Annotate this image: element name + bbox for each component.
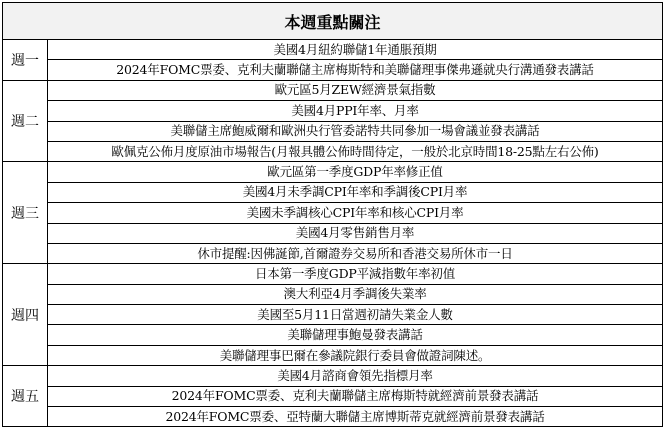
event-item: 美國4月紐約聯儲1年通脹預期 (48, 40, 663, 60)
table-title: 本週重點關注 (3, 3, 663, 40)
event-item: 2024年FOMC票委、克利夫蘭聯儲主席梅斯特和美聯儲理事傑弗遜就央行溝通發表講話 (48, 60, 663, 80)
table-row (3, 40, 663, 60)
table-row (3, 203, 663, 223)
table-row (3, 60, 663, 80)
event-item: 美國至5月11日當週初請失業金人數 (48, 305, 663, 325)
table-row (3, 162, 663, 182)
day-label-tuesday: 週二 (3, 80, 48, 162)
table-row (3, 305, 663, 325)
table-row (3, 325, 663, 345)
event-item: 美國4月諮商會領先指標月率 (48, 366, 663, 386)
table-row (3, 243, 663, 263)
table-row (3, 101, 663, 121)
event-item: 美國4月未季調CPI年率和季調後CPI月率 (48, 182, 663, 202)
day-label-wednesday: 週三 (3, 162, 48, 264)
day-label-friday: 週五 (3, 366, 48, 427)
table-row (3, 284, 663, 304)
table-row (3, 366, 663, 386)
schedule-container (2, 2, 663, 427)
event-item: 2024年FOMC票委、克利夫蘭聯儲主席梅斯特就經濟前景發表講話 (48, 386, 663, 406)
weekly-schedule-table (2, 2, 663, 427)
table-row (3, 121, 663, 141)
event-item: 美聯儲理事鮑曼發表講話 (48, 325, 663, 345)
table-row (3, 407, 663, 427)
table-row (3, 345, 663, 365)
table-row (3, 182, 663, 202)
table-row (3, 386, 663, 406)
event-item: 美國4月PPI年率、月率 (48, 101, 663, 121)
event-item: 休市提醒:因佛誕節,首爾證券交易所和香港交易所休市一日 (48, 243, 663, 263)
event-item: 美聯儲理事巴爾在參議院銀行委員會做證詞陳述。 (48, 345, 663, 365)
event-item: 歐佩克公佈月度原油市場報告(月報具體公佈時間待定，一般於北京時間18-25點左右公佈) (48, 141, 663, 161)
event-item: 美聯儲主席鮑威爾和歐洲央行管委諾特共同參加一場會議並發表講話 (48, 121, 663, 141)
event-item: 2024年FOMC票委、亞特蘭大聯儲主席博斯蒂克就經濟前景發表講話 (48, 407, 663, 427)
title-row (3, 3, 663, 40)
event-item: 澳大利亞4月季調後失業率 (48, 284, 663, 304)
event-item: 歐元區第一季度GDP年率修正值 (48, 162, 663, 182)
event-item: 日本第一季度GDP平減指數年率初值 (48, 264, 663, 284)
event-item: 美國4月零售銷售月率 (48, 223, 663, 243)
table-row (3, 223, 663, 243)
schedule-body (3, 40, 663, 427)
table-row (3, 264, 663, 284)
day-label-monday: 週一 (3, 40, 48, 81)
event-item: 美國未季調核心CPI年率和核心CPI月率 (48, 203, 663, 223)
event-item: 歐元區5月ZEW經濟景氣指數 (48, 80, 663, 100)
day-label-thursday: 週四 (3, 264, 48, 366)
table-row (3, 80, 663, 100)
table-row (3, 141, 663, 161)
